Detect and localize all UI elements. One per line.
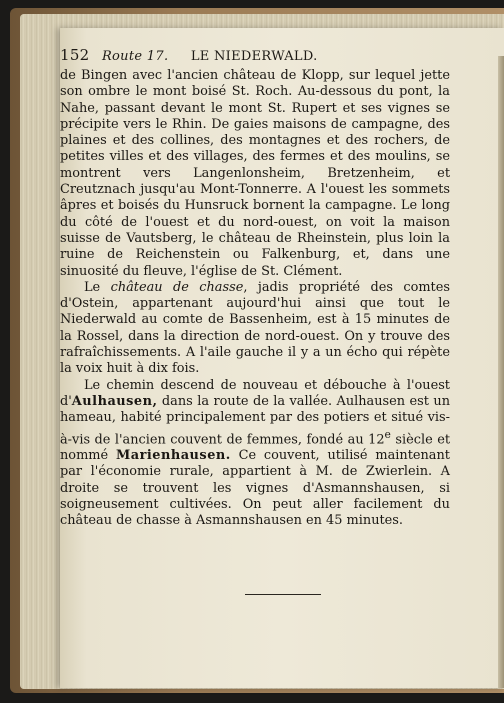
place-marienhausen: Marienhausen. [115, 448, 231, 464]
page-number: 152 [60, 46, 90, 64]
route-label: Route 17. [101, 49, 169, 64]
p2-rest: , jadis propriété des comtes d'Ostein, appartenant aujourd'hui ainsi que tout le Niederwald au comte de Bassenheim, est à 15 minutes de la Rossel, dans la direction de nord-ouest. On y trouve des rafraîchissements. A l'aile gauche il y a un écho qui répète la voix huit à dix fois. [60, 279, 450, 377]
p2-italic: château de chasse [110, 279, 244, 295]
place-aulhausen: Aulhausen, [71, 393, 158, 409]
p2-lead: Le [84, 279, 111, 295]
p3-d: Ce couvent, utilisé maintenant par l'économie rurale, appartient à M. de Zwierlein. A droite se trouvent les vignes d'Asmannshausen, si soigneusement cultivées. On peut aller facilement du château de chasse à Asmannshausen en 45 minutes. [60, 448, 450, 529]
running-header [60, 46, 318, 64]
page-right-edge [498, 56, 504, 688]
chapter-title: LE NIEDERWALD. [190, 49, 318, 64]
p3-b: dans la route de la vallée. Aulhausen est un hameau, habité principalement par des potiers et situé vis-à-vis de l'ancien couvent de femmes, fondé au 12 [60, 393, 450, 447]
section-rule [245, 594, 321, 595]
paragraph-1: de Bingen avec l'ancien château de Klopp, sur lequel jette son ombre le mont boisé St. Roch. Au-dessous du pont, la Nahe, passant devant le mont St. Rupert et ses vignes se précipite vers le Rhin. De gaies maisons de campagne, des plaines et des collines, des montagnes et des rochers, de petites villes et des villages, des fermes et des moulins, se montrent vers Langenlonsheim, Bretzenheim, et Creutznach jusqu'au Mont-Tonnerre. A l'ouest les sommets âpres et boisés du Hunsruck bornent la campagne. Le long du côté de l'ouest et du nord-ouest, on voit la maison suisse de Vautsberg, le château de Rheinstein, plus loin la ruine de Reichenstein ou Falkenburg, et, dans une sinuosité du fleuve, l'église de St. Clément. [60, 68, 450, 279]
p3-c: siècle et nommé [60, 431, 451, 464]
body-text [60, 68, 450, 530]
p3-sup: e [384, 427, 391, 441]
paragraph-3 [60, 378, 450, 530]
paragraph-2 [60, 280, 450, 378]
p3-a: Le chemin descend de nouveau et débouche à l'ouest d' [60, 377, 450, 409]
